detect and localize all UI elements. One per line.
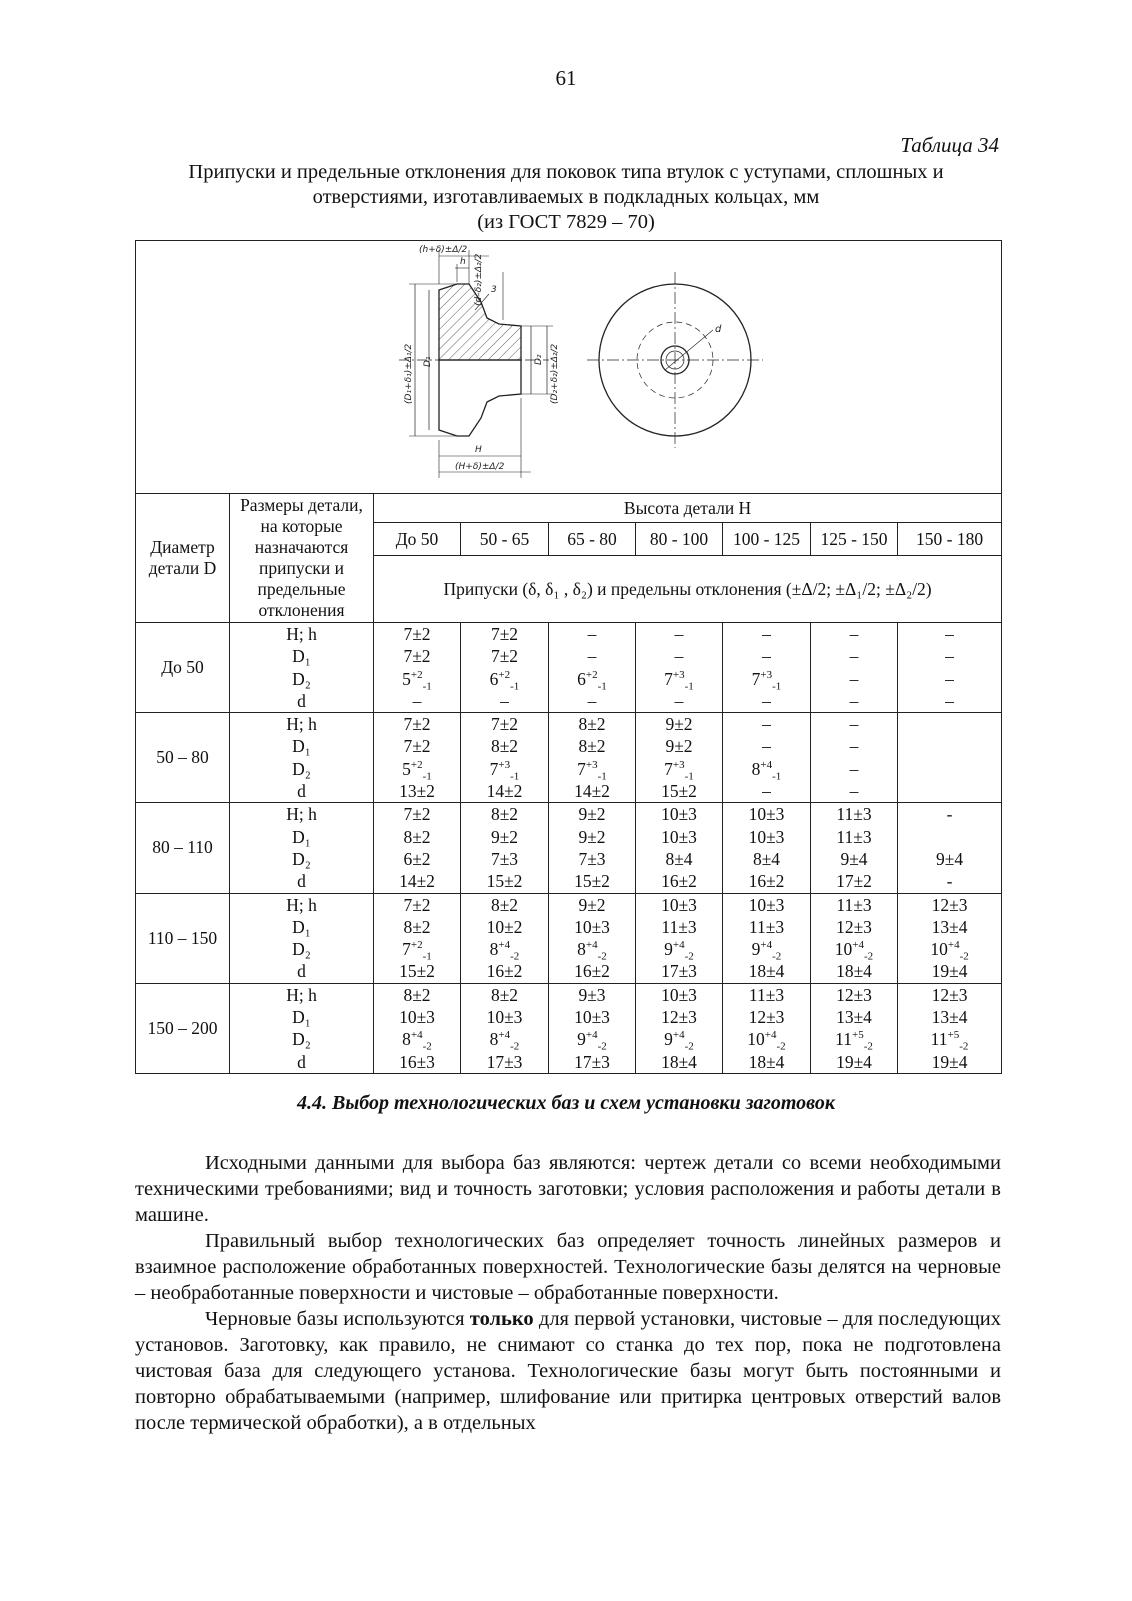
value-cell	[723, 623, 811, 713]
value: 7±2	[490, 624, 519, 644]
value: 6±2	[403, 848, 431, 869]
value-cell	[461, 983, 549, 1073]
diameter-cell: 110 – 150	[136, 893, 230, 983]
value-cell	[723, 983, 811, 1073]
value: -	[946, 871, 953, 892]
value-cell	[723, 713, 811, 803]
forging-drawing	[269, 242, 869, 492]
value: 7±2	[403, 736, 431, 757]
value: –	[674, 690, 684, 711]
value: 8±2	[578, 736, 606, 757]
size-label: D₁	[292, 826, 311, 847]
dim-label-top: (h+δ)±Δ/2	[418, 245, 467, 255]
value: $9^{+4}_{-2}$	[664, 1029, 694, 1053]
value: –	[849, 758, 859, 779]
value: $8^{+4}_{-1}$	[751, 758, 782, 783]
value: –	[762, 690, 771, 711]
size-label: D₂	[292, 848, 311, 869]
paragraph: Черновые базы используются только для первой установки, чистовые – для последующих установов. Заготовку, как правило, не снимают со станка до тех пор, пока не подготовлена чистовая база для следующего установа. Технологические базы могут быть постоянными и повторно обрабатываемыми (например, шлифование или притирка центровых отверстий валов после термической обработки), а в отдельных	[135, 1308, 1001, 1434]
forging-drawing-cell	[136, 241, 1002, 494]
value-cell	[723, 893, 811, 983]
header-range: 100 - 125	[723, 523, 811, 556]
value-cell	[898, 983, 1002, 1073]
value-cell	[898, 893, 1002, 983]
value: 9±2	[490, 826, 519, 847]
value: 10±3	[574, 916, 610, 937]
value: 8±2	[490, 804, 519, 825]
value: 11±3	[836, 804, 872, 825]
value: 10±3	[399, 1007, 435, 1028]
value: –	[945, 646, 954, 667]
value: –	[762, 646, 771, 667]
dim-label-d1: D₁	[422, 356, 433, 367]
table-row	[136, 713, 1002, 803]
value-cell	[549, 893, 636, 983]
value: $7^{+2}_{-1}$	[402, 939, 432, 963]
value: 12±3	[748, 1007, 785, 1028]
value: 7±2	[403, 714, 431, 735]
value: $10^{+4}_{-2}$	[747, 1029, 786, 1053]
value: 15±2	[661, 781, 697, 802]
table-title-line: (из ГОСТ 7829 – 70)	[477, 211, 655, 233]
value: –	[674, 624, 684, 644]
size-label: D₁	[292, 646, 311, 667]
value: –	[762, 736, 771, 757]
value: 7±2	[490, 646, 519, 667]
value: $10^{+4}_{-2}$	[834, 939, 874, 963]
diameter-cell: 80 – 110	[136, 803, 230, 893]
header-allowances: Припуски (δ, δ₁ , δ₂) и предельны отклонения (±Δ/2; ±Δ₁/2; ±Δ₂/2)	[374, 556, 1002, 623]
size-label: d	[297, 781, 306, 802]
value: $9^{+4}_{-2}$	[751, 939, 782, 963]
value: –	[587, 624, 597, 644]
dim-label-H: H	[474, 445, 482, 455]
value	[898, 758, 1001, 780]
table-row	[136, 623, 1002, 713]
size-label: d	[297, 961, 306, 982]
table-row	[136, 893, 1002, 983]
size-label: H; h	[286, 984, 317, 1005]
size-label: H; h	[286, 894, 317, 915]
value: $5^{+2}_{-1}$	[402, 758, 432, 783]
value: 8±2	[490, 736, 519, 757]
value	[898, 713, 1001, 735]
value-cell	[461, 623, 549, 713]
table-body	[136, 623, 1002, 1074]
value	[898, 735, 1001, 757]
size-labels-cell	[230, 803, 374, 893]
value: –	[849, 714, 859, 735]
value: 11±3	[836, 894, 872, 915]
value-cell	[461, 893, 549, 983]
value: –	[762, 714, 771, 735]
value: –	[945, 668, 954, 689]
size-label: D₂	[292, 758, 311, 779]
table-title	[133, 160, 999, 235]
value: 11±3	[661, 916, 697, 937]
paragraph: Правильный выбор технологических баз определяет точность линейных размеров и взаимное расположение обработанных поверхностей. Технологические базы делятся на черновые – необработанные поверхности и чистовые – обработанные поверхности.	[135, 1230, 1001, 1304]
value: $7^{+3}_{-1}$	[751, 668, 782, 693]
value: $7^{+3}_{-1}$	[664, 668, 694, 693]
value-cell	[811, 893, 898, 983]
value: 16±2	[661, 871, 697, 892]
value: 14±2	[574, 781, 610, 802]
dim-label-d2: D₂	[533, 354, 544, 365]
size-label: d	[297, 690, 306, 711]
value: $9^{+4}_{-2}$	[577, 1029, 607, 1053]
size-label: d	[297, 871, 306, 892]
value: $11^{+5}_{-2}$	[835, 1029, 873, 1053]
size-label: D₁	[292, 916, 311, 937]
value: –	[762, 781, 771, 802]
value: 8±4	[665, 848, 693, 869]
value: $5^{+2}_{-1}$	[402, 668, 432, 693]
value: 19±4	[836, 1051, 872, 1072]
value: 10±3	[661, 826, 697, 847]
dim-label-left-outer: (D₁+δ₁)±Δ₁/2	[403, 343, 414, 404]
value: 7±2	[403, 646, 431, 667]
size-label: H; h	[286, 714, 317, 735]
value: –	[945, 624, 954, 644]
value: 8±2	[403, 826, 431, 847]
value: 18±4	[661, 1051, 697, 1072]
value: $7^{+3}_{-1}$	[577, 758, 607, 783]
value: 18±4	[748, 961, 785, 982]
value-cell	[374, 623, 461, 713]
size-labels-cell	[230, 623, 374, 713]
diameter-cell: До 50	[136, 623, 230, 713]
front-view	[587, 272, 763, 448]
value: –	[412, 690, 422, 711]
value: 13±2	[399, 781, 435, 802]
value: 12±3	[931, 894, 968, 915]
value: 10±3	[748, 826, 785, 847]
value: 19±4	[931, 1051, 968, 1072]
value: $7^{+3}_{-1}$	[489, 758, 520, 783]
value-cell	[636, 983, 723, 1073]
value: 10±3	[661, 804, 697, 825]
value: 16±3	[399, 1051, 435, 1072]
size-labels-cell	[230, 983, 374, 1073]
body-text	[135, 1150, 1001, 1436]
value: 18±4	[748, 1051, 785, 1072]
value: 10±3	[661, 984, 697, 1005]
value: –	[849, 624, 859, 644]
value: $11^{+5}_{-2}$	[930, 1029, 969, 1053]
value-cell	[898, 803, 1002, 893]
dim-label-bottom: (H+δ)±Δ/2	[454, 462, 504, 472]
value-cell	[898, 713, 1002, 803]
value-cell	[374, 803, 461, 893]
value: 14±2	[399, 871, 435, 892]
value: 19±4	[931, 961, 968, 982]
value-cell	[374, 983, 461, 1073]
value-cell	[461, 803, 549, 893]
value: 11±3	[836, 826, 872, 847]
header-range: 65 - 80	[549, 523, 636, 556]
size-label: d	[297, 1051, 306, 1072]
value: 9±4	[936, 848, 964, 869]
dim-label-top-right: (d–δ₂)±Δ₂/2	[473, 253, 484, 306]
value: $6^{+2}_{-1}$	[577, 668, 607, 693]
value: –	[849, 736, 859, 757]
dim-label-right-outer: (D₂+δ₂)±Δ₂/2	[549, 343, 560, 404]
value: 10±3	[486, 1007, 523, 1028]
value: 9±2	[665, 736, 693, 757]
dim-label-radius: 3	[490, 285, 497, 295]
size-label: D₁	[292, 1007, 311, 1028]
value: –	[674, 646, 684, 667]
value: –	[849, 690, 859, 711]
header-range: До 50	[374, 523, 461, 556]
table-title-line: Припуски и предельные отклонения для поковок типа втулок с уступами, сплошных и	[188, 161, 944, 183]
value: 15±2	[399, 961, 435, 982]
value-cell	[636, 893, 723, 983]
value-cell	[811, 983, 898, 1073]
value: 7±2	[403, 624, 431, 644]
value: 7±3	[578, 848, 606, 869]
value: 10±3	[661, 894, 697, 915]
value: 16±2	[486, 961, 523, 982]
value: –	[945, 690, 954, 711]
value: 11±3	[748, 916, 785, 937]
value: $6^{+2}_{-1}$	[489, 668, 520, 693]
value: 12±3	[931, 984, 968, 1005]
value: 14±2	[486, 781, 523, 802]
value-cell	[811, 803, 898, 893]
paragraph: Исходными данными для выбора баз являются: чертеж детали со всеми необходимыми техническими требованиями; вид и точность заготовки; условия расположения и работы детали в машине.	[135, 1152, 1001, 1226]
value: 15±2	[574, 871, 610, 892]
value: $7^{+3}_{-1}$	[664, 758, 694, 783]
dim-label-h: h	[459, 257, 466, 267]
size-label: D₂	[292, 668, 311, 689]
value: 7±2	[403, 894, 431, 915]
section-title: 4.4. Выбор технологических баз и схем установки заготовок	[297, 1092, 835, 1114]
value-cell	[636, 623, 723, 713]
value: 9±4	[840, 848, 868, 869]
value-cell	[374, 713, 461, 803]
size-label: D₂	[292, 939, 311, 960]
table-row	[136, 983, 1002, 1073]
value: 8±2	[490, 984, 519, 1005]
value: 17±3	[574, 1051, 610, 1072]
value: 8±4	[752, 848, 781, 869]
header-range: 125 - 150	[811, 523, 898, 556]
value: 17±2	[836, 871, 872, 892]
header-range: 80 - 100	[636, 523, 723, 556]
header-height: Высота детали H	[374, 494, 1002, 523]
value-cell	[636, 803, 723, 893]
value: 17±3	[661, 961, 697, 982]
value-cell	[549, 713, 636, 803]
value-cell	[723, 803, 811, 893]
value: 8±2	[578, 714, 606, 735]
value: –	[587, 690, 597, 711]
table-label: Таблица 34	[900, 133, 999, 157]
header-range: 50 - 65	[461, 523, 549, 556]
value: 7±2	[403, 804, 431, 825]
value: 8±2	[403, 984, 431, 1005]
value-cell	[374, 893, 461, 983]
diameter-cell: 50 – 80	[136, 713, 230, 803]
allowance-table	[135, 240, 1002, 1074]
value-cell	[461, 713, 549, 803]
value: 9±2	[578, 894, 606, 915]
dim-label-d: d	[714, 324, 721, 335]
value: 16±2	[574, 961, 610, 982]
value: –	[849, 646, 859, 667]
page-number: 61	[555, 66, 577, 90]
value-cell	[549, 983, 636, 1073]
value: 8±2	[490, 894, 519, 915]
value-cell	[549, 803, 636, 893]
value: 9±3	[578, 984, 606, 1005]
value: 16±2	[748, 871, 785, 892]
value: 8±2	[403, 916, 431, 937]
value: -	[946, 804, 953, 825]
value: $8^{+4}_{-2}$	[402, 1029, 432, 1053]
value: 12±3	[836, 984, 872, 1005]
value: 12±3	[661, 1007, 697, 1028]
value: –	[762, 624, 771, 644]
value: $8^{+4}_{-2}$	[489, 1029, 520, 1053]
value: 10±2	[486, 916, 523, 937]
value: 9±2	[665, 714, 693, 735]
header-diameter: Диаметр детали D	[136, 494, 230, 623]
value: 18±4	[836, 961, 872, 982]
value: –	[849, 781, 859, 802]
value: 13±4	[931, 916, 968, 937]
value-cell	[898, 623, 1002, 713]
emphasis: только	[469, 1308, 534, 1330]
value: $8^{+4}_{-2}$	[577, 939, 607, 963]
value: $8^{+4}_{-2}$	[489, 939, 520, 963]
value: $10^{+4}_{-2}$	[930, 939, 969, 963]
value: 13±4	[836, 1007, 872, 1028]
size-labels-cell	[230, 713, 374, 803]
value: 10±3	[748, 804, 785, 825]
value-cell	[549, 623, 636, 713]
value	[898, 826, 1001, 848]
header-sizes: Размеры детали, на которые назначаются припуски и предельные отклонения	[230, 494, 374, 623]
value: 7±2	[490, 714, 519, 735]
value: $9^{+4}_{-2}$	[664, 939, 694, 963]
value: –	[500, 690, 509, 711]
header-range: 150 - 180	[898, 523, 1002, 556]
size-label: D₁	[292, 736, 311, 757]
value: 17±3	[486, 1051, 523, 1072]
value: 10±3	[574, 1007, 610, 1028]
size-label: D₂	[292, 1029, 311, 1050]
value-cell	[636, 713, 723, 803]
value: 9±2	[578, 826, 606, 847]
diameter-cell: 150 – 200	[136, 983, 230, 1073]
value: 7±3	[490, 848, 519, 869]
table-row	[136, 803, 1002, 893]
value: –	[587, 646, 597, 667]
value	[898, 780, 1001, 802]
value-cell	[811, 713, 898, 803]
size-labels-cell	[230, 893, 374, 983]
table-title-line: отверстиями, изготавливаемых в подкладных кольцах, мм	[312, 186, 820, 208]
value: 15±2	[486, 871, 523, 892]
size-label: H; h	[286, 804, 317, 825]
value: –	[849, 668, 859, 689]
value: 9±2	[578, 804, 606, 825]
value: 12±3	[836, 916, 872, 937]
size-label: H; h	[286, 624, 317, 644]
value-cell	[811, 623, 898, 713]
value: 11±3	[748, 984, 785, 1005]
value: 13±4	[931, 1007, 968, 1028]
value: 10±3	[748, 894, 785, 915]
